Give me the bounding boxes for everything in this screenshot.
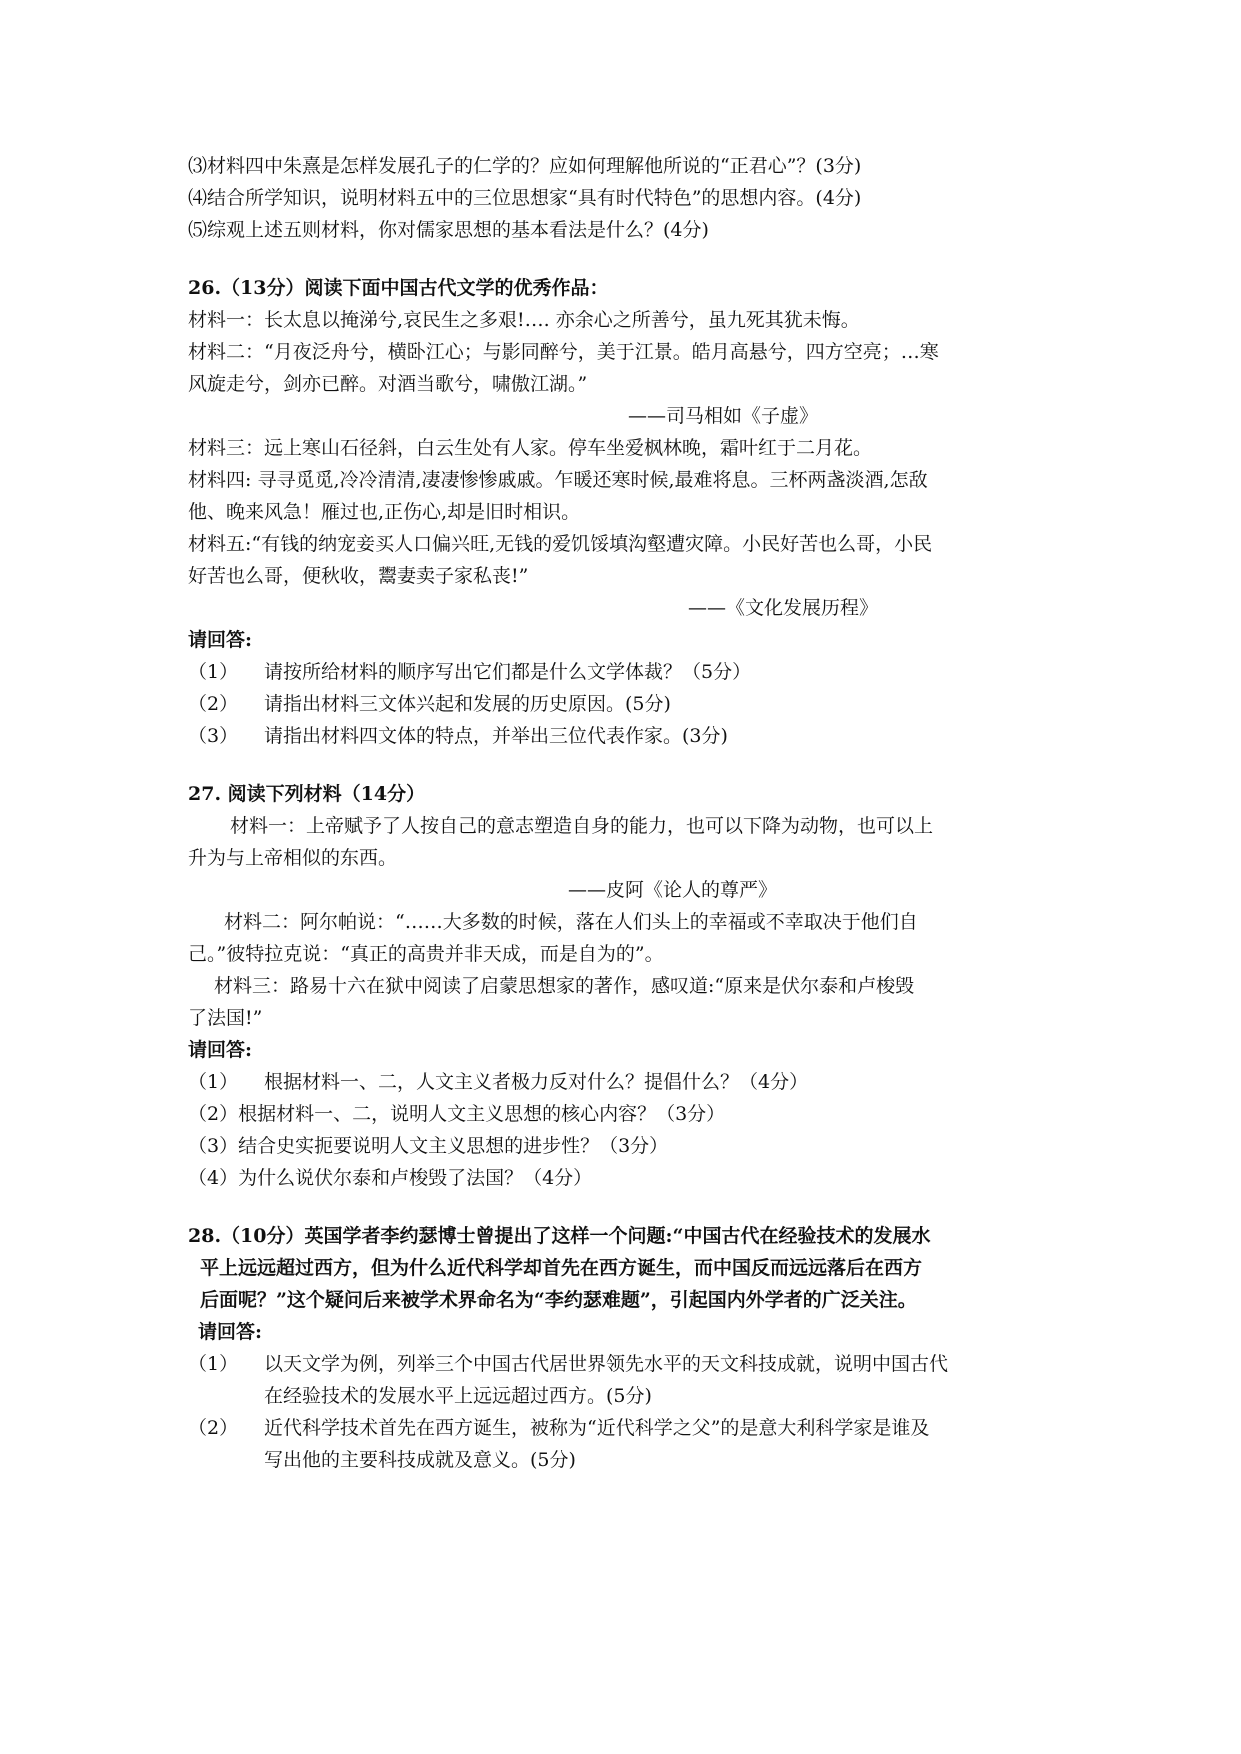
q28-stem-line1: 28.（10分）英国学者李约瑟博士曾提出了这样一个问题:“中国古代在经验技术的发展水 (188, 1225, 931, 1247)
q26-material-2-source: ——司马相如《子虚》 (628, 405, 819, 427)
q27-item: （2） 根据材料一、二，说明人文主义思想的核心内容？（3分） (188, 1103, 726, 1125)
q26-material-5-line2: 好苦也么哥，便秋收，鬻妻卖子家私丧!” (188, 565, 529, 587)
q27-material-3-line1: 材料三：路易十六在狱中阅读了启蒙思想家的著作，感叹道:“原来是伏尔泰和卢梭毁 (214, 975, 915, 997)
q26-item: （3） 请指出材料四文体的特点，并举出三位代表作家。(3分) (188, 725, 728, 747)
q26-title: 26.（13分）阅读下面中国古代文学的优秀作品： (188, 277, 609, 299)
q26-material-5-source: ——《文化发展历程》 (688, 597, 879, 619)
q27-item: （1） 根据材料一、二，人文主义者极力反对什么？提倡什么？（4分） (188, 1071, 809, 1093)
q27-material-2-line2: 己。”彼特拉克说：“真正的高贵并非天成，而是自为的”。 (188, 943, 664, 965)
q27-item: （3） 结合史实扼要说明人文主义思想的进步性？（3分） (188, 1135, 669, 1157)
top-question-4: ⑷结合所学知识，说明材料五中的三位思想家“具有时代特色”的思想内容。(4分) (188, 187, 862, 209)
top-question-5: ⑸综观上述五则材料，你对儒家思想的基本看法是什么？(4分) (188, 219, 709, 241)
q26-material-3: 材料三：远上寒山石径斜，白云生处有人家。停车坐爱枫林晚，霜叶红于二月花。 (188, 437, 873, 459)
q27-title: 27. 阅读下列材料（14分） (188, 783, 426, 805)
q28-item: （1） 以天文学为例，列举三个中国古代居世界领先水平的天文科技成就，说明中国古代 在经验技术的发展水平上远远超过西方。(5分) (188, 1353, 949, 1407)
q27-material-1-line1: 材料一：上帝赋予了人按自己的意志塑造自身的能力，也可以下降为动物，也可以上 (230, 815, 934, 837)
q27-item: （4） 为什么说伏尔泰和卢梭毁了法国？（4分） (188, 1167, 593, 1189)
top-question-3: ⑶材料四中朱熹是怎样发展孔子的仁学的？应如何理解他所说的“正君心”？(3分) (188, 155, 862, 177)
q28-stem-line2: 平上远远超过西方，但为什么近代科学却首先在西方诞生，而中国反而远远落后在西方 (200, 1257, 923, 1279)
q26-ask: 请回答: (188, 629, 253, 651)
q28-item: （2） 近代科学技术首先在西方诞生，被称为“近代科学之父”的是意大利科学家是谁及 写出他的主要科技成就及意义。(5分) (188, 1417, 930, 1471)
q26-material-5-line1: 材料五:“有钱的纳宠妾买人口偏兴旺,无钱的爱饥馁填沟壑遭灾障。小民好苦也么哥，小民 (188, 533, 933, 555)
q27-material-1-source: ——皮阿《论人的尊严》 (568, 879, 778, 901)
q27-material-3-line2: 了法国!” (188, 1007, 263, 1029)
q28-ask: 请回答: (198, 1321, 263, 1343)
q26-material-2-line1: 材料二：“月夜泛舟兮，横卧江心；与影同醉兮，美于江景。皓月高悬兮，四方空亮；…寒 (188, 341, 939, 363)
q28-stem-line3: 后面呢？”这个疑问后来被学术界命名为“李约瑟难题”，引起国内外学者的广泛关注。 (200, 1289, 917, 1311)
q27-ask: 请回答: (188, 1039, 253, 1061)
q26-material-1: 材料一：长太息以掩涕兮,哀民生之多艰!…. 亦余心之所善兮，虽九死其犹未悔。 (188, 309, 860, 331)
q27-material-1-line2: 升为与上帝相似的东西。 (188, 847, 398, 869)
q26-material-4-line2: 他、晚来风急！雁过也,正伤心,却是旧时相识。 (188, 501, 581, 523)
q26-material-2-line2: 风旋走兮，剑亦已醉。对酒当歌兮，啸傲江湖。” (188, 373, 588, 395)
exam-page (188, 150, 1058, 1476)
q26-item: （1） 请按所给材料的顺序写出它们都是什么文学体裁？（5分） (188, 661, 752, 683)
q26-material-4-line1: 材料四: 寻寻觅觅,冷冷清清,凄凄惨惨戚戚。乍暖还寒时候,最难将息。三杯两盏淡酒,怎敌 (188, 469, 928, 491)
q28-stem (188, 1220, 1058, 1316)
q26-item: （2） 请指出材料三文体兴起和发展的历史原因。(5分) (188, 693, 671, 715)
q27-material-2-line1: 材料二：阿尔帕说：“……大多数的时候，落在人们头上的幸福或不幸取决于他们自 (224, 911, 918, 933)
